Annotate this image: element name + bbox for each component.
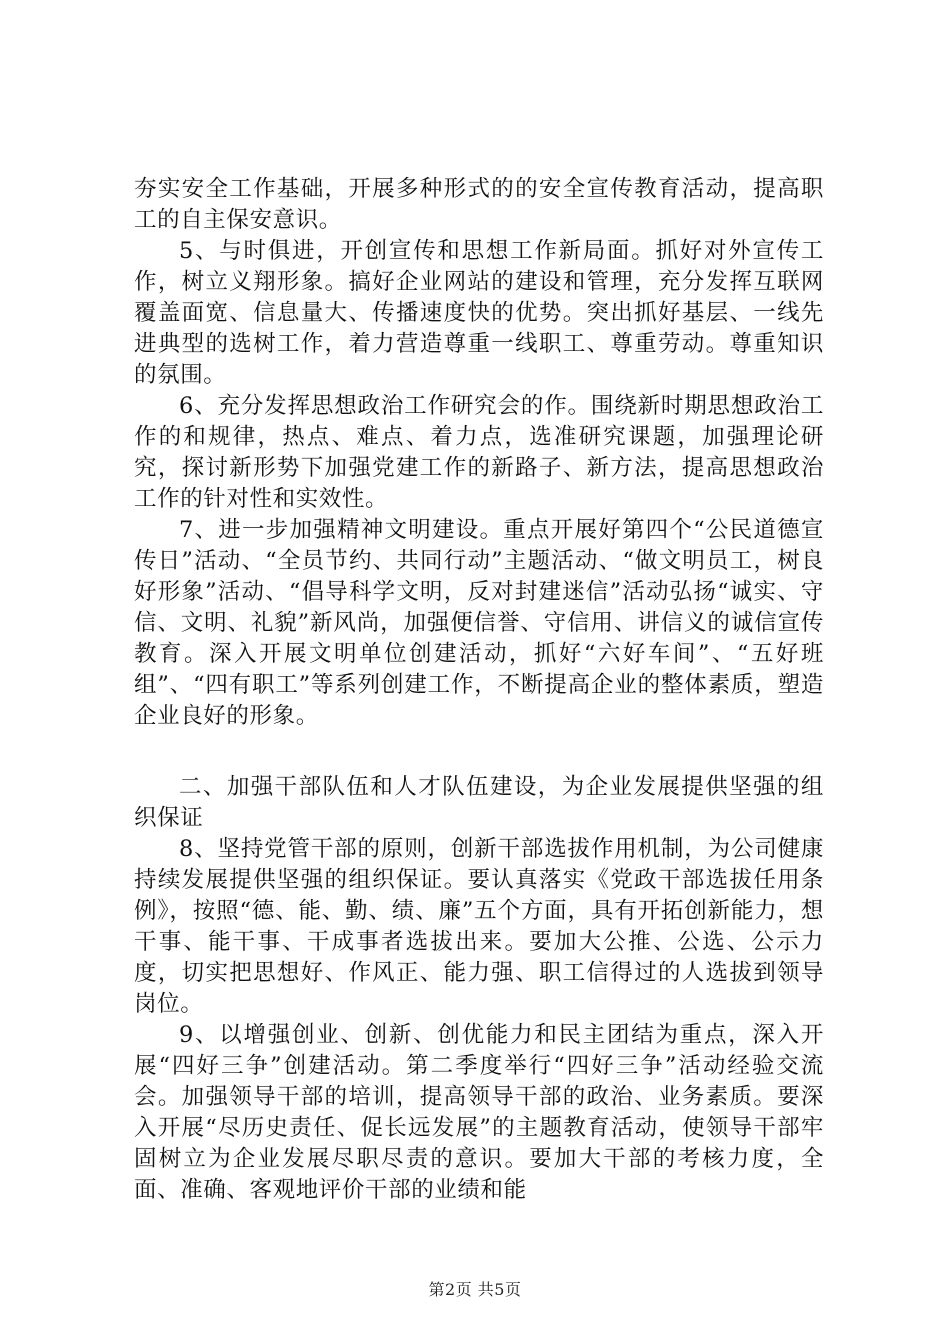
paragraph-item-9: 9、以增强创业、创新、创优能力和民主团结为重点，深入开展“四好三争”创建活动。第二季度举行“四好三争”活动经验交流会。加强领导干部的培训，提高领导干部的政治、业务素质。要深入开展“尽历史责任、促长远发展”的主题教育活动，使领导干部牢固树立为企业发展尽职尽责的意识。要加大干部的考核力度，全面、准确、客观地评价干部的业绩和能 xyxy=(134,1022,824,1203)
paragraph-item-6: 6、充分发挥思想政治工作研究会的作。围绕新时期思想政治工作的和规律，热点、难点、着力点，选准研究课题，加强理论研究，探讨新形势下加强党建工作的新路子、新方法，提高思想政治工作的针对性和实效性。 xyxy=(134,393,824,512)
paragraph-item-5: 5、与时俱进，开创宣传和思想工作新局面。抓好对外宣传工作，树立义翔形象。搞好企业网站的建设和管理，充分发挥互联网覆盖面宽、信息量大、传播速度快的优势。突出抓好基层、一线先进典型的选树工作，着力营造尊重一线职工、尊重劳动。尊重知识的氛围。 xyxy=(134,238,824,388)
document-body xyxy=(134,174,824,1206)
page-number-footer: 第2页 共5页 xyxy=(428,1280,522,1299)
section-heading: 二、加强干部队伍和人才队伍建设，为企业发展提供坚强的组织保证 xyxy=(134,774,824,831)
paragraph-continuation: 夯实安全工作基础，开展多种形式的的安全宣传教育活动，提高职工的自主保安意识。 xyxy=(134,176,824,233)
paragraph-item-7: 7、进一步加强精神文明建设。重点开展好第四个“公民道德宣传日”活动、“全员节约、共同行动”主题活动、“做文明员工，树良好形象”活动、“倡导科学文明，反对封建迷信”活动弘扬“诚实、守信、文明、礼貌”新风尚，加强便信誉、守信用、讲信义的诚信宣传教育。深入开展文明单位创建活动，抓好“六好车间”、“五好班组”、“四有职工”等系列创建工作，不断提高企业的整体素质，塑造企业良好的形象。 xyxy=(134,517,824,729)
paragraph-item-8: 8、坚持党管干部的原则，创新干部选拔作用机制，为公司健康持续发展提供坚强的组织保证。要认真落实《党政干部选拔任用条例》，按照“德、能、勤、绩、廉”五个方面，具有开拓创新能力，想干事、能干事、干成事者选拔出来。要加大公推、公选、公示力度，切实把思想好、作风正、能力强、职工信得过的人选拔到领导岗位。 xyxy=(134,836,824,1017)
